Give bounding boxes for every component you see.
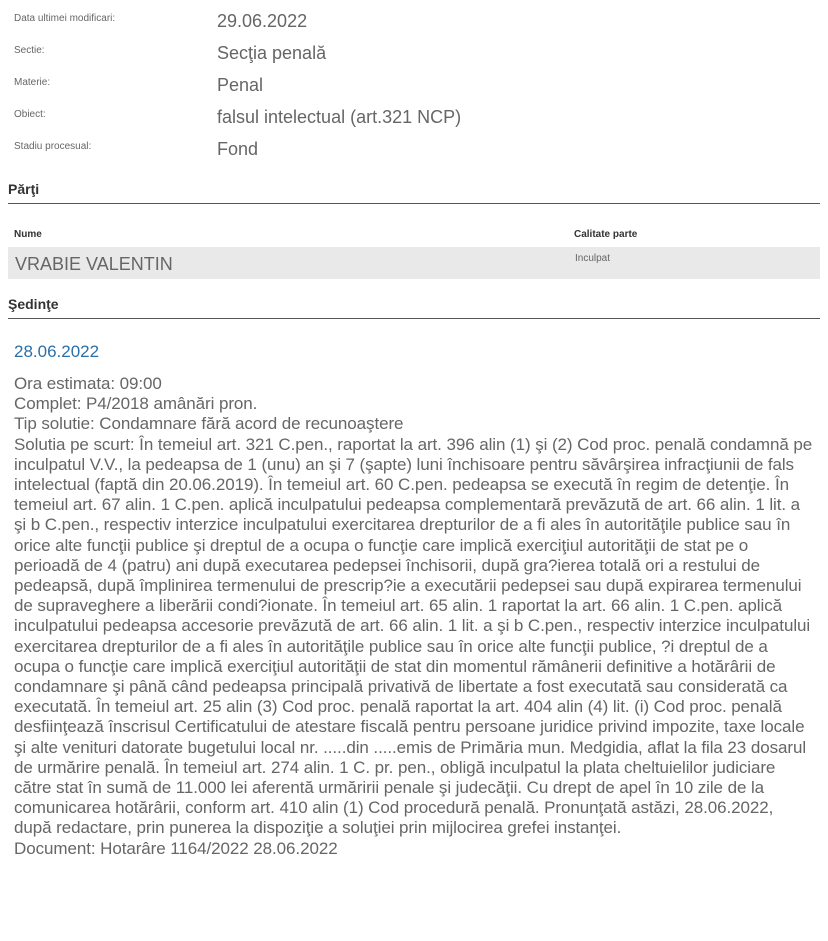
- info-label: Obiect:: [14, 109, 46, 120]
- parties-divider: [8, 203, 820, 204]
- parties-heading: Părţi: [8, 181, 40, 197]
- info-value: Penal: [217, 75, 264, 95]
- party-name: VRABIE VALENTIN: [15, 254, 173, 274]
- hearing-details: [14, 374, 822, 859]
- info-row-subject-matter: [0, 67, 828, 99]
- info-row-procedural-stage: [0, 131, 828, 163]
- party-role: Inculpat: [575, 253, 611, 264]
- info-row-section: [0, 35, 828, 67]
- hearings-heading: Şedinţe: [8, 296, 59, 312]
- info-label: Stadiu procesual:: [14, 141, 92, 152]
- column-header-name: Nume: [14, 229, 42, 240]
- solution-type: Tip solutie: Condamnare fără acord de recunoaştere: [14, 414, 404, 434]
- column-header-role: Calitate parte: [574, 229, 638, 240]
- document-reference: Document: Hotarâre 1164/2022 28.06.2022: [14, 838, 338, 858]
- hearings-divider: [8, 318, 820, 319]
- estimated-time: Ora estimata: 09:00: [14, 374, 162, 393]
- party-row: [8, 247, 820, 279]
- hearing-date: 28.06.2022: [14, 342, 100, 361]
- info-value: 29.06.2022: [217, 11, 308, 31]
- info-value: falsul intelectual (art.321 NCP): [217, 107, 462, 127]
- panel-info: Complet: P4/2018 amânări pron.: [14, 394, 258, 414]
- info-label: Materie:: [14, 77, 51, 88]
- info-label: Data ultimei modificari:: [14, 13, 116, 24]
- info-row-last-modified: [0, 3, 828, 35]
- info-value: Fond: [217, 139, 259, 159]
- info-value: Secţia penală: [217, 43, 327, 63]
- solution-summary: Solutia pe scurt: În temeiul art. 321 C.pen., raportat la art. 396 alin (1) şi (2) Cod proc. penală condamnă pe inculpatul V.V., la pedeapsa de 1 (unu) an şi 7 (şapte) luni închisoare pentru săvârşirea infracţiunii de fals intelectual (faptă din 20.06.2019). În temeiul art. 60 C.pen. pedeapsa se execută în regim de detenţie. În temeiul art. 67 alin. 1 C.pen. aplică inculpatului pedeapsa complementară prevăzută de art. 66 alin. 1 lit. a şi b C.pen., respectiv interzice inculpatului exercitarea drepturilor de a fi ales în autorităţile publice sau în orice alte funcţii publice şi dreptul de a ocupa o funcţie care implică exerciţiul autorităţii de stat pe o perioadă de 4 (patru) ani după executarea pedepsei închisorii, după gra?ierea totală ori a restului de pedeapsă, după împlinirea termenului de prescrip?ie a executării pedepsei sau după expirarea termenului de supraveghere a liberării condi?ionate. În temeiul art. 65 alin. 1 raportat la art. 66 alin. 1 C.pen. aplică inculpatului pedeapsa accesorie prevăzută de art. 66 alin. 1 lit. a şi b C.pen., respectiv interzice inculpatului exercitarea drepturilor de a fi ales în autorităţile publice sau în orice alte funcţii publice, ?i dreptul de a ocupa o funcţie care implică exerciţiul autorităţii de stat din momentul rămânerii definitive a hotărârii de condamnare şi până când pedeapsa principală privativă de libertate a fost executată sau considerată ca executată. În temeiul art. 25 alin (3) Cod proc. penală raportat la art. 404 alin (4) lit. (i) Cod proc. penală desfiinţează înscrisul Certificatului de atestare fiscală pentru persoane juridice privind impozite, taxe locale şi alte venituri datorate bugetului local nr. .....din .....emis de Primăria mun. Medgidia, aflat la fila 23 dosarul de urmărire penală. În temeiul art. 274 alin. 1 C. pr. pen., obligă inculpatul la plata cheltuielilor judiciare către stat în sumă de 11.000 lei aferentă urmăririi penale şi judecăţii. Cu drept de apel în 10 zile de la comunicarea hotărârii, conform art. 410 alin (1) Cod procedură penală. Pronunţată astăzi, 28.06.2022, după redactare, prin punerea la dispoziţie a soluţiei prin mijlocirea grefei instanţei.: [14, 434, 813, 838]
- info-label: Sectie:: [14, 45, 45, 56]
- info-row-object: [0, 99, 828, 131]
